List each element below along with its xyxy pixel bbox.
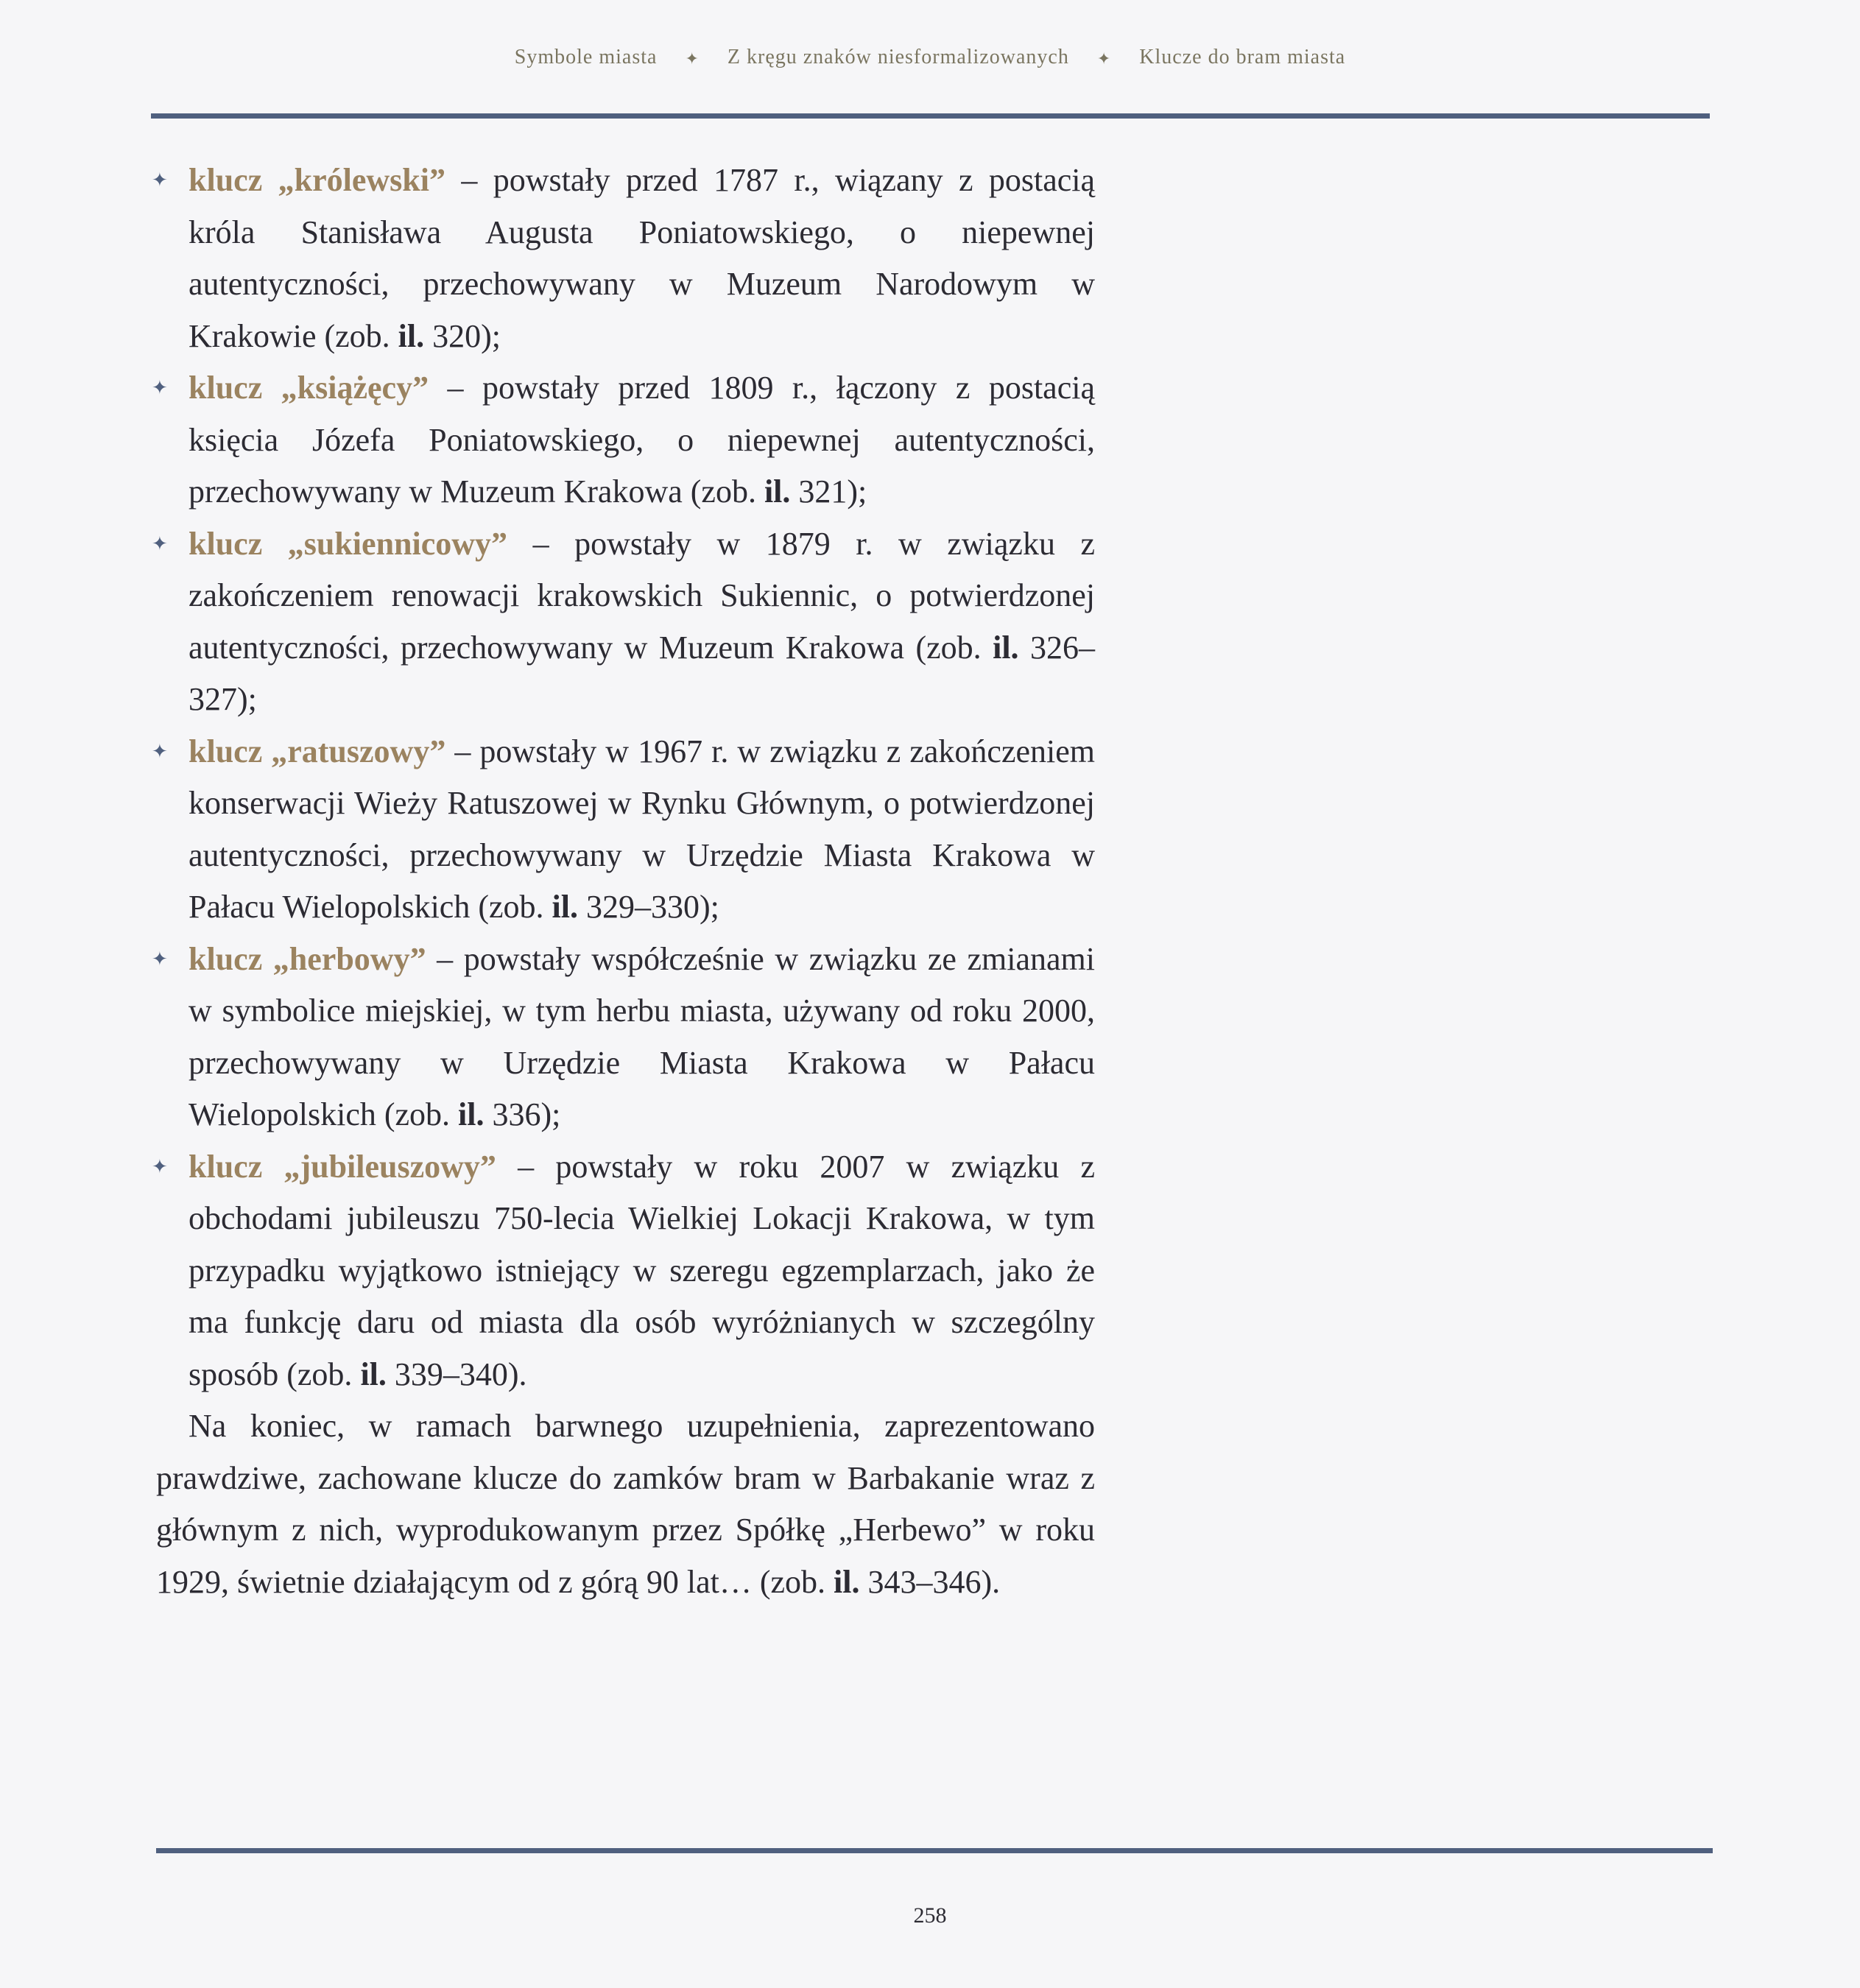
- bullet-icon: ✦: [152, 532, 168, 554]
- running-header: [147, 46, 1713, 69]
- list-item-text: – powstały przed 1809 r., łączony z postacią księcia Józefa Poniatowskiego, o niepewnej autentyczności, przechowywany w Muzeum Krakowa (zob.: [189, 370, 1095, 510]
- ref-label: il.: [458, 1096, 485, 1132]
- ref-label: il.: [552, 889, 578, 925]
- ref-number: 329–330);: [577, 889, 719, 925]
- list-item-term: klucz „ratuszowy”: [189, 733, 446, 769]
- bullet-icon: ✦: [152, 740, 168, 762]
- top-rule: [151, 113, 1710, 119]
- list-item-text: – powstały współcześnie w związku ze zmianami w symbolice miejskiej, w tym herbu miasta, używany od roku 2000, przechowywany w Urzędzie Miasta Krakowa w Pałacu Wielopolskich (zob.: [189, 940, 1095, 1132]
- ref-label: il.: [764, 473, 791, 510]
- bullet-icon: ✦: [152, 1155, 168, 1177]
- list-item: [152, 726, 1095, 934]
- bullet-icon: ✦: [152, 948, 168, 970]
- list-item-term: klucz „jubileuszowy”: [189, 1148, 496, 1185]
- header-part-2: Z kręgu znaków niesformalizowanych: [727, 46, 1069, 68]
- key-list: [152, 155, 1096, 1400]
- ref-label: il.: [398, 317, 425, 354]
- header-separator-icon: ✦: [685, 49, 700, 68]
- ref-label: il.: [993, 629, 1019, 666]
- list-item-text: – powstały przed 1787 r., wiązany z postacią króla Stanisława Augusta Poniatowskiego, o niepewnej autentyczności, przechowywany w Muzeum Narodowym w Krakowie (zob.: [189, 162, 1096, 354]
- list-item: [152, 362, 1095, 518]
- header-separator-icon: ✦: [1096, 49, 1112, 68]
- header-part-3: Klucze do bram miasta: [1139, 46, 1346, 68]
- ref-number: 336);: [484, 1096, 561, 1132]
- list-item: [152, 155, 1096, 362]
- list-item-text: – powstały w 1879 r. w związku z zakończeniem renowacji krakowskich Sukiennic, o potwierdzonej autentyczności, przechowywany w Muzeum Krakowa (zob.: [189, 525, 1095, 666]
- list-item-term: klucz „książęcy”: [189, 370, 429, 406]
- list-item-text: – powstały w roku 2007 w związku z obchodami jubileuszu 750-lecia Wielkiej Lokacji Krakowa, w tym przypadku wyjątkowo istniejący w szeregu egzemplarzach, jako że ma funkcję daru od miasta dla osób wyróżnianych w szczególny sposób (zob.: [189, 1148, 1095, 1392]
- bullet-icon: ✦: [152, 377, 168, 398]
- ref-number: 320);: [424, 317, 501, 354]
- list-item: [152, 1141, 1095, 1401]
- list-item: [152, 934, 1095, 1141]
- list-item-term: klucz „królewski”: [189, 162, 445, 198]
- page-body: [152, 155, 1096, 1608]
- bottom-rule: [156, 1848, 1713, 1853]
- ref-number: 321);: [790, 473, 867, 510]
- header-part-1: Symbole miasta: [514, 46, 658, 68]
- list-item-term: klucz „herbowy”: [189, 940, 426, 977]
- closing-paragraph: [156, 1400, 1095, 1608]
- ref-label: il.: [834, 1563, 860, 1600]
- ref-number: 343–346).: [859, 1563, 1001, 1600]
- ref-number: 326–327);: [189, 629, 1096, 717]
- list-item-text: – powstały w 1967 r. w związku z zakończeniem konserwacji Wieży Ratuszowej w Rynku Głównym, o potwierdzonej autentyczności, przechowywany w Urzędzie Miasta Krakowa w Pałacu Wielopolskich (zob.: [189, 733, 1095, 925]
- ref-number: 339–340).: [386, 1356, 527, 1392]
- bullet-icon: ✦: [152, 169, 168, 191]
- ref-label: il.: [360, 1356, 387, 1392]
- closing-text: Na koniec, w ramach barwnego uzupełnienia, zaprezentowano prawdziwe, zachowane klucze do zamków bram w Barbakanie wraz z głównym z nich, wyprodukowanym przez Spółkę „Herbewo” w roku 1929, świetnie działającym od z górą 90 lat… (zob.: [156, 1408, 1095, 1600]
- list-item-term: klucz „sukiennicowy”: [189, 525, 508, 562]
- page-number: 258: [913, 1903, 947, 1928]
- list-item: [152, 518, 1096, 726]
